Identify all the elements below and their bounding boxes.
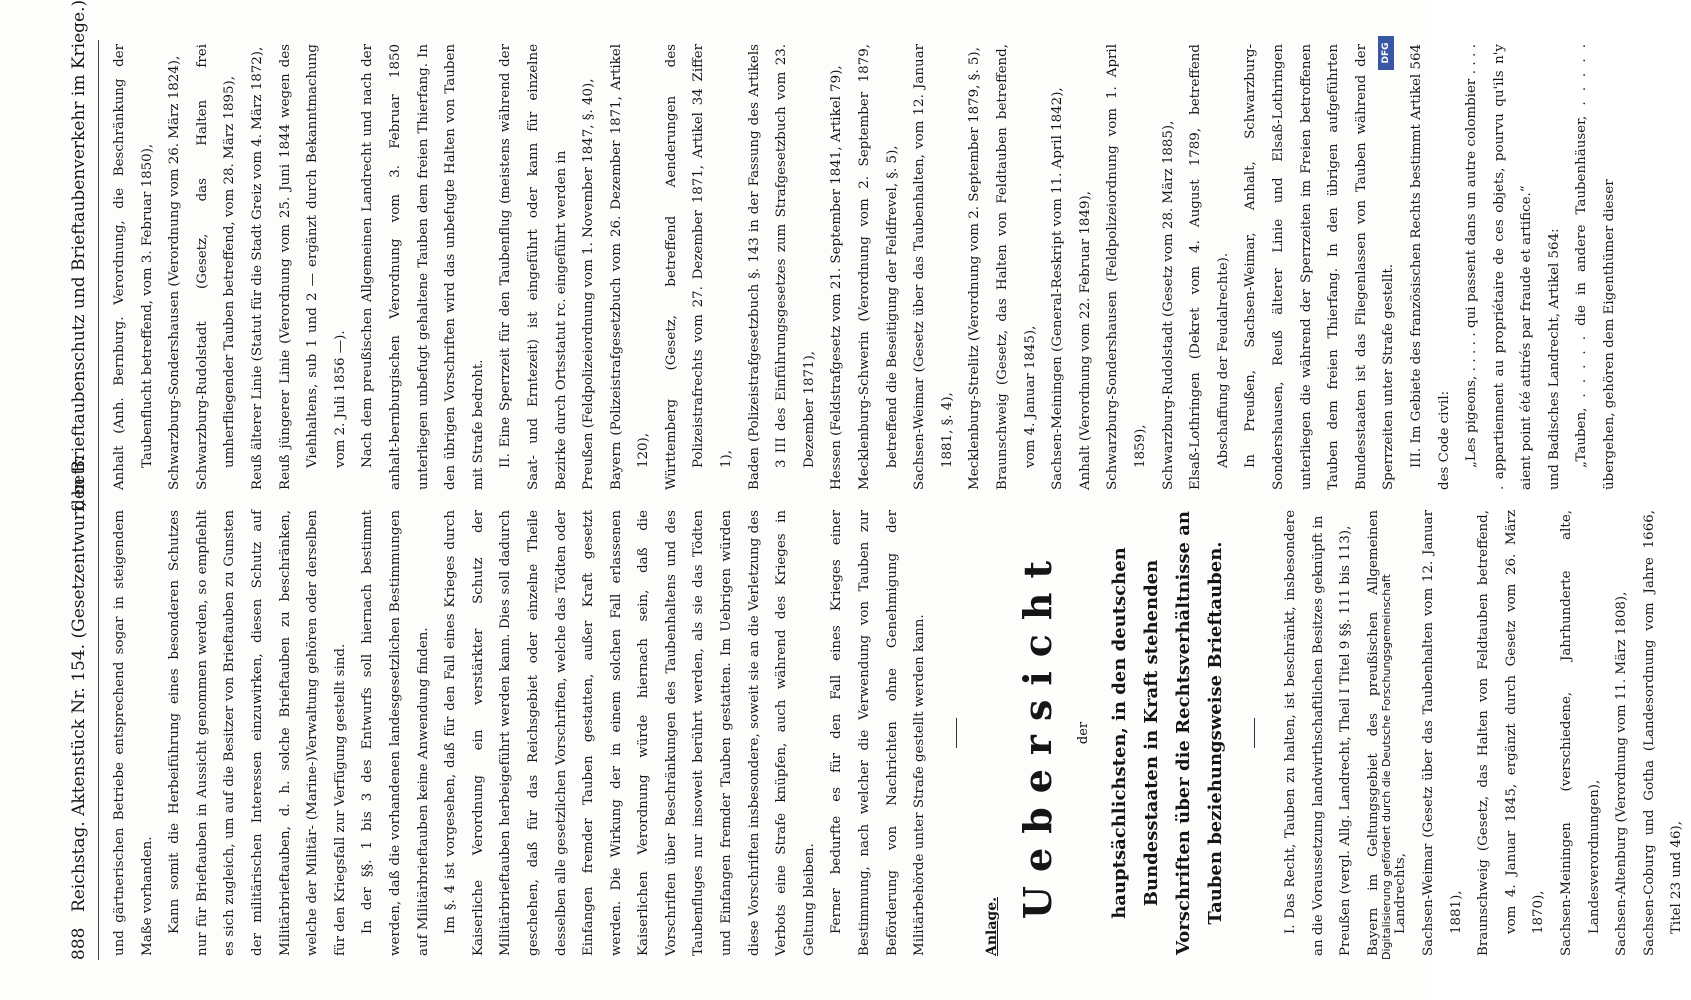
paragraph: Braunschweig (Gesetz, das Halten von Feldtauben betreffend, vom 4. Januar 1845, ergänzt durch Gesetz vom 26. März 1870), [1476, 510, 1547, 956]
paragraph: Württemberg (Gesetz, betreffend Aenderungen des Polizeistrafrechts vom 27. Dezember 1871, Artikel 34 Ziffer 1), [663, 44, 735, 490]
paragraph: „Tauben, . . . . . die in andere Taubenhäuser, . . . . . übergehen, gehören dem Eigenthümer dieser [1574, 44, 1618, 490]
digitization-note: Digitalisierung gefördert durch die Deutsche Forschungsgemeinschaft [1380, 574, 1393, 960]
paragraph: Braunschweig (Gesetz, das Halten von Feldtauben betreffend, vom 4. Januar 1845), [995, 44, 1038, 490]
paragraph: III. Im Gebiete des französischen Rechts bestimmt Artikel 564 des Code civil: [1408, 44, 1452, 490]
paragraph: II. Eine Sperrzeit für den Taubenflug (meistens während der Saat- und Erntezeit) ist eingeführt oder kann für einzelne Bezirke durch Ortsstatut rc. eingeführt werden in [498, 44, 569, 490]
paragraph: Im §. 4 ist vorgesehen, daß für den Fall eines Krieges durch Kaiserliche Verordnung ein verstärkter Schutz der Militärbrieftauben herbeigeführt werden kann. Dies soll dadurch geschehen, daß für das Reichsgebiet oder einzelne Theile desselben alle gesetzlichen Vorschriften, welche das Tödten oder Einfangen fremder Tauben gestatten, außer Kraft gesetzt werden. Die Wirkung der in einem solchen Fall erlassenen Kaiserlichen Verordnung würde hiernach sein, daß die Vorschriften über Beschränkungen des Taubenhaltens und des Taubenfluges nur insoweit berührt werden, als sie das Tödten und Einfangen fremder Tauben gestatten. Im Uebrigen würden diese Vorschriften insbesondere, soweit sie an die Verletzung des Verbots eine Strafe knüpfen, auch während des Krieges in Geltung bleiben. [443, 510, 817, 956]
paragraph: Elsaß-Lothringen (Dekret vom 4. August 1789, betreffend Abschaffung der Feudalrechte). [1188, 44, 1231, 490]
paragraph: Anhalt (Verordnung vom 22. Februar 1849), [1077, 191, 1093, 490]
paragraph: Sachsen-Weimar (Gesetz über das Taubenhalten vom 12. Januar 1881), [1420, 510, 1464, 956]
section-separator [956, 718, 957, 748]
paragraph: Sachsen-Meiningen (General-Reskript vom 11. April 1842), [1050, 87, 1066, 490]
paragraph: Bayern im Geltungsgebiet des preußischen Allgemeinen Landrechts, [1365, 510, 1409, 956]
appendix-items [1277, 510, 1691, 956]
left-column-text [106, 510, 934, 956]
appendix-label: Anlage. [983, 896, 1000, 956]
running-header [62, 0, 96, 1000]
section-separator-2 [1254, 718, 1255, 748]
dfg-logo: DFG [1378, 36, 1394, 70]
paragraph: Sachsen-Weimar (Gesetz über das Taubenhalten, vom 12. Januar 1881, §. 4), [912, 44, 955, 490]
paragraph: Mecklenburg-Strelitz (Verordnung vom 2. September 1879, §. 5), [967, 47, 983, 490]
paragraph: Sachsen-Coburg und Gotha (Landesordnung vom Jahre 1666, Titel 23 und 46), [1641, 510, 1685, 956]
paragraph: In Preußen, Sachsen-Weimar, Anhalt, Schwarzburg-Sondershausen, Reuß älterer Linie und Elsaß-Lothringen unterliegen die während der Sperrzeiten im Freien betroffenen Tauben dem freien Thierfang. In den übrigen aufgeführten Bundesstaaten ist das Fliegenlassen von Tauben während der Sperrzeiten unter Strafe gestellt. [1243, 44, 1397, 490]
page-number: 888 [69, 927, 89, 960]
paragraph: Preußen (vergl. Allg. Landrecht, Theil I Titel 9 §§. 111 bis 113), [1338, 525, 1354, 956]
header-left: Reichstag. Aktenstück Nr. 154. (Gesetzentwurf, betr. [69, 456, 89, 912]
paragraph: Reuß jüngerer Linie (Verordnung vom 25. Juni 1844 wegen des Viehhaltens, sub 1 und 2 — ergänzt durch Bekanntmachung vom 2. Juli 1856 —). [277, 44, 348, 490]
paragraph: Bayern (Polizeistrafgesetzbuch vom 26. Dezember 1871, Artikel 120), [608, 44, 652, 490]
paragraph: und Badisches Landrecht, Artikel 564: [1546, 228, 1562, 490]
paragraph: Schwarzburg-Rudolstadt (Gesetz, das Halten frei umherfliegender Tauben betreffend, vom 28. März 1895), [194, 44, 238, 490]
paragraph: und gärtnerischen Betriebe entsprechend sogar in steigendem Maße vorhanden. [112, 510, 155, 956]
paragraph: Hessen (Feldstrafgesetz vom 21. September 1841, Artikel 79), [829, 65, 845, 490]
paragraph: Anhalt (Anh. Bernburg. Verordnung, die Beschränkung der Taubenflucht betreffend, vom 3. Februar 1850), [112, 44, 155, 490]
header-rule [98, 40, 99, 960]
paragraph: Sachsen-Meiningen (verschiedene, Jahrhunderte alte, Landesverordnungen), [1558, 510, 1602, 956]
paragraph: Mecklenburg-Schwerin (Verordnung vom 2. September 1879, betreffend die Beseitigung der Feldfrevel, §. 5), [857, 44, 900, 490]
paragraph: I. Das Recht, Tauben zu halten, ist beschränkt, insbesondere an die Voraussetzung landwirthschaftlichen Besitzes geknüpft in [1283, 510, 1326, 956]
paragraph: Kann somit die Herbeiführung eines besonderen Schutzes nur für Brieftauben in Aussicht genommen werden, so empfiehlt es sich zugleich, um auf die Besitzer von Brieftauben zu Gunsten der militärischen Interessen einzuwirken, diesen Schutz auf Militärbrieftauben, d. h. solche Brieftauben zu beschränken, welche der Militär- (Marine-)Verwaltung gehören oder derselben für den Kriegsfall zur Verfügung gestellt sind. [167, 510, 348, 956]
paragraph: Schwarzburg-Sondershausen (Verordnung vom 26. März 1824), [167, 55, 183, 490]
paragraph: Nach dem preußischen Allgemeinen Landrecht und nach der anhalt-bernburgischen Verordnung vom 3. Februar 1850 unterliegen unbefugt gehaltene Tauben dem freien Thierfang. In den übrigen Vorschriften wird das unbefugte Halten von Tauben mit Strafe bedroht. [360, 44, 486, 490]
header-right: den Brieftaubenschutz und Brieftaubenverkehr im Kriege.) [69, 0, 89, 510]
paragraph: Baden (Polizeistrafgesetzbuch §. 143 in der Fassung des Artikels 3 III des Einführungsgesetzes zum Strafgesetzbuch vom 23. Dezember 1871), [746, 44, 817, 490]
appendix-subtitle: hauptsächlichsten, in den deutschen Bundesstaaten in Kraft stehenden Vorschriften über die Rechtsverhältnisse an Tauben beziehungsweise Brieftauben. [1109, 510, 1226, 956]
appendix-title: Uebersicht [1015, 546, 1061, 920]
digitization-strip [1372, 0, 1402, 1000]
paragraph: Ferner bedurfte es für den Fall eines Krieges einer Bestimmung, nach welcher die Verwendung von Tauben zur Beförderung von Nachrichten ohne Genehmigung der Militärbehörde unter Strafe gestellt werden kann. [829, 510, 928, 956]
paragraph: Sachsen-Altenburg (Verordnung vom 11. März 1808), [1614, 591, 1630, 956]
paragraph: Schwarzburg-Sondershausen (Feldpolizeiordnung vom 1. April 1859), [1105, 44, 1148, 490]
paragraph: Reuß älterer Linie (Statut für die Stadt Greiz vom 4. März 1872), [249, 46, 265, 490]
paragraph: „Les pigeons, . . . . . qui passent dans un autre colombier . . . . . appartiennent au propriétaire de ces objets, pourvu qu'ils n'y aient point été attirés par fraude et artifice.“ [1464, 44, 1535, 490]
paragraph: In der §§. 1 bis 3 des Entwurfs soll hiernach bestimmt werden, daß die vorhandenen landesgesetzlichen Bestimmungen auf Militärbrieftauben keine Anwendung finden. [360, 510, 431, 956]
appendix-der: der [1076, 721, 1092, 745]
paragraph: Preußen (Feldpolizeiordnung vom 1. November 1847, §. 40), [581, 78, 597, 490]
paragraph: Schwarzburg-Rudolstadt (Gesetz vom 28. März 1885), [1160, 120, 1176, 490]
